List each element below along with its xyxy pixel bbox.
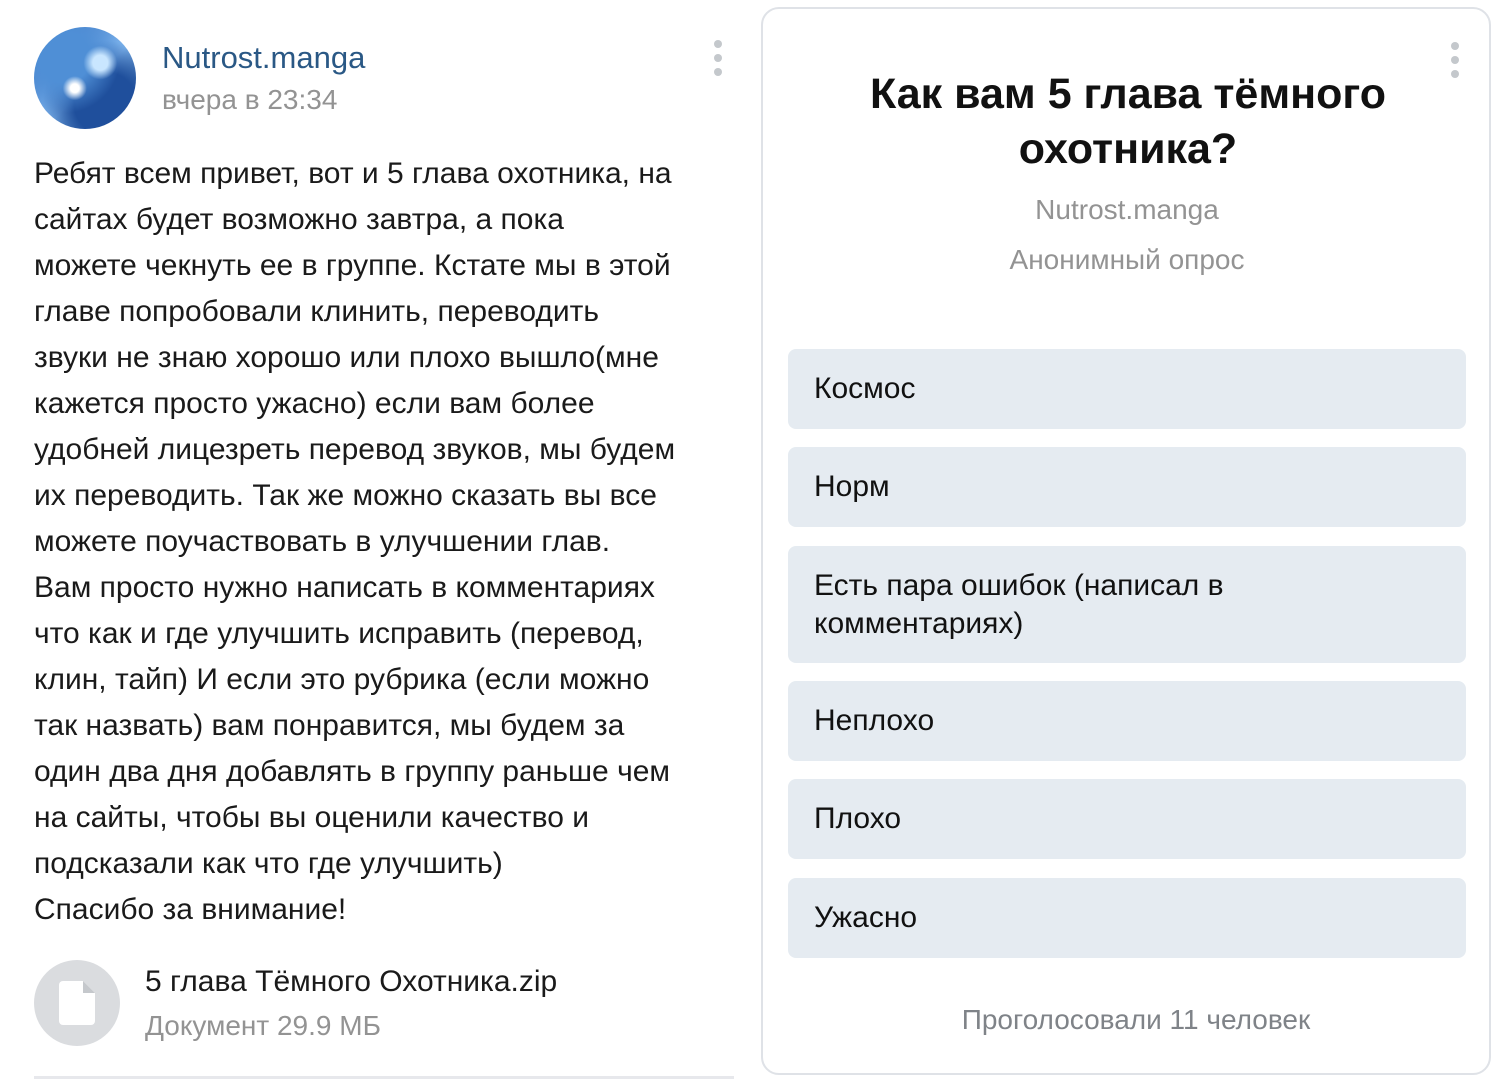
poll-option[interactable]: Есть пара ошибок (написал в комментариях) <box>788 546 1466 663</box>
post-timestamp[interactable]: вчера в 23:34 <box>162 84 338 115</box>
poll-option[interactable]: Плохо <box>788 779 1466 859</box>
more-vertical-icon[interactable] <box>708 40 728 76</box>
document-attachment[interactable] <box>34 960 734 1050</box>
post-text: Ребят всем привет, вот и 5 глава охотника, на сайтах будет возможно завтра, а пока можете чекнуть ее в группе. Кстате мы в этой главе попробовали клинить, переводить звуки не знаю хорошо или плохо вышло(мне кажется просто ужасно) если вам более удобней лицезреть перевод звуков, мы будем их переводить. Так же можно сказать вы все можете поучаствовать в улучшении глав. Вам просто нужно написать в комментариях что как и где улучшить исправить (перевод, клин, тайп) И если это рубрика (если можно так назвать) вам понравится, мы будем за один два дня добавлять в группу раньше чем на сайты, чтобы вы оценили качество и подсказали как что где улучшить) Спасибо за внимание! <box>34 157 676 926</box>
poll-vote-count[interactable]: Проголосовали 11 человек <box>961 1004 1311 1035</box>
document-name[interactable]: 5 глава Тёмного Охотника.zip <box>145 965 558 998</box>
author-avatar[interactable] <box>34 27 136 129</box>
poll-option[interactable]: Космос <box>788 349 1466 429</box>
poll-type: Анонимный опрос <box>1009 244 1245 275</box>
divider <box>34 1076 734 1079</box>
document-meta: Документ 29.9 МБ <box>145 1010 381 1041</box>
poll-question: Как вам 5 глава тёмного охотника? <box>870 70 1386 173</box>
poll-card <box>761 7 1491 1075</box>
document-icon <box>34 960 120 1046</box>
post-card <box>0 0 745 1080</box>
poll-option[interactable]: Ужасно <box>788 878 1466 958</box>
post-author-name[interactable]: Nutrost.manga <box>162 40 366 75</box>
poll-author[interactable]: Nutrost.manga <box>1035 194 1219 225</box>
poll-option[interactable]: Норм <box>788 447 1466 527</box>
poll-option[interactable]: Неплохо <box>788 681 1466 761</box>
